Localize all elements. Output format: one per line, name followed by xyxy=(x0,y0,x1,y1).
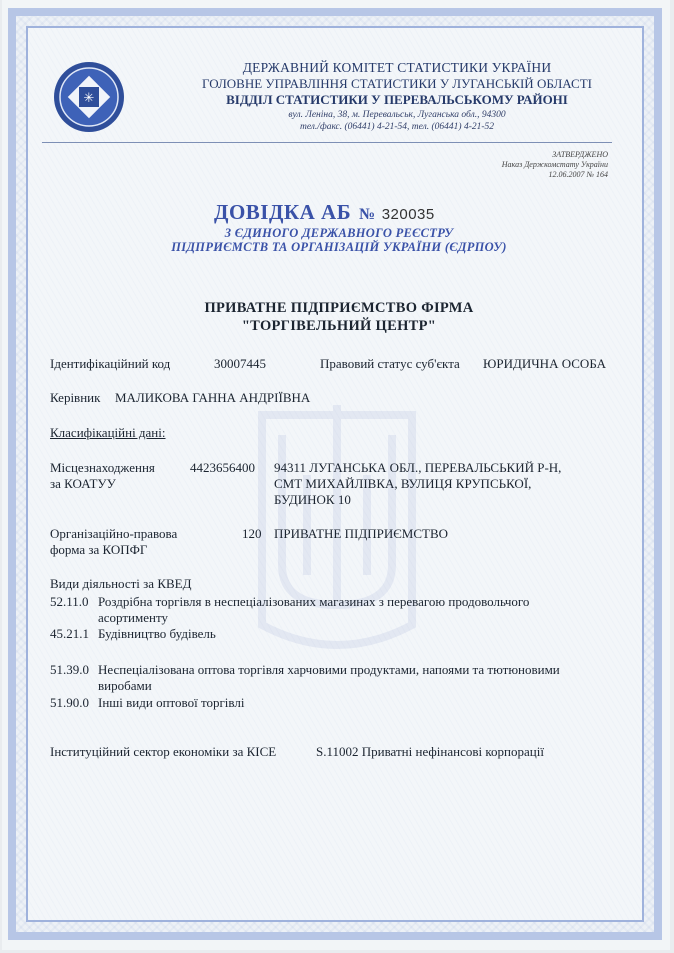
address-line-2: СМТ МИХАЙЛІВКА, ВУЛИЦЯ КРУПСЬКОЇ, xyxy=(274,476,532,491)
sector-value: S.11002 Приватні нефінансові корпорації xyxy=(316,744,544,759)
certificate-number: 320035 xyxy=(381,206,435,223)
legal-status-value: ЮРИДИЧНА ОСОБА xyxy=(483,356,606,371)
activity-text: Інші види оптової торгівлі xyxy=(98,695,245,710)
activity-text: Будівництво будівель xyxy=(98,626,216,641)
legal-form-label-2: форма за КОПФГ xyxy=(50,542,148,557)
certificate-title xyxy=(214,200,435,225)
department-phones: тел./факс. (06441) 4-21-54, тел. (06441) 4-21-52 xyxy=(299,122,495,132)
director-label: Керівник xyxy=(50,390,101,405)
approval-order: Наказ Держкомстату України xyxy=(501,160,608,169)
classification-heading: Класифікаційні дані: xyxy=(50,425,166,440)
id-code-value: 30007445 xyxy=(214,356,266,371)
title-text: ДОВІДКА АБ xyxy=(214,200,352,224)
activity-code: 52.11.0 xyxy=(50,594,89,609)
regional-department: ГОЛОВНЕ УПРАВЛІННЯ СТАТИСТИКИ У ЛУГАНСЬКІЙ ОБЛАСТІ xyxy=(202,76,592,91)
svg-text:✳: ✳ xyxy=(83,91,95,106)
legal-form-value: ПРИВАТНЕ ПІДПРИЄМСТВО xyxy=(274,526,449,541)
committee-name: ДЕРЖАВНИЙ КОМІТЕТ СТАТИСТИКИ УКРАЇНИ xyxy=(242,60,552,75)
id-code-label: Ідентифікаційний код xyxy=(50,356,171,371)
address-line-3: БУДИНОК 10 xyxy=(274,492,351,507)
department-address: вул. Леніна, 38, м. Перевальськ, Луганська обл., 94300 xyxy=(288,110,506,120)
number-sign: № xyxy=(359,206,376,223)
activity-text-continued: виробами xyxy=(98,678,152,693)
koatuu-code: 4423656400 xyxy=(190,460,255,475)
subtitle-line-1: З ЄДИНОГО ДЕРЖАВНОГО РЕЄСТРУ xyxy=(224,226,454,240)
document-sheet xyxy=(2,0,670,950)
legal-form-code: 120 xyxy=(242,526,262,541)
header-divider xyxy=(42,142,612,143)
activity-text: Роздрібна торгівля в неспеціалізованих магазинах з перевагою продовольчого xyxy=(98,594,530,609)
director-value: МАЛИКОВА ГАННА АНДРІЇВНА xyxy=(115,390,311,405)
statistics-emblem-icon xyxy=(52,60,126,134)
activity-text-continued: асортименту xyxy=(98,610,168,625)
activity-code: 51.90.0 xyxy=(50,695,89,710)
activity-code: 51.39.0 xyxy=(50,662,89,677)
location-label-2: за КОАТУУ xyxy=(50,476,116,491)
approval-label: ЗАТВЕРДЖЕНО xyxy=(552,150,608,159)
activities-heading: Види діяльності за КВЕД xyxy=(50,576,192,591)
address-line-1: 94311 ЛУГАНСЬКА ОБЛ., ПЕРЕВАЛЬСЬКИЙ Р-Н, xyxy=(274,460,562,475)
subtitle-line-2: ПІДПРИЄМСТВ ТА ОРГАНІЗАЦІЙ УКРАЇНИ (ЄДРПОУ) xyxy=(171,240,507,254)
activity-text: Неспеціалізована оптова торгівля харчовими продуктами, напоями та тютюновими xyxy=(98,662,560,677)
legal-status-label: Правовий статус суб'єкта xyxy=(320,356,460,371)
activity-code: 45.21.1 xyxy=(50,626,89,641)
legal-form-label-1: Організаційно-правова xyxy=(50,526,178,541)
enterprise-name-line-1: ПРИВАТНЕ ПІДПРИЄМСТВО ФІРМА xyxy=(204,300,474,316)
approval-date: 12.06.2007 № 164 xyxy=(548,170,608,179)
sector-label: Інституційний сектор економіки за КІСЕ xyxy=(50,744,277,759)
trident-watermark-icon xyxy=(252,395,422,655)
location-label-1: Місцезнаходження xyxy=(50,460,155,475)
district-department: ВІДДІЛ СТАТИСТИКИ У ПЕРЕВАЛЬСЬКОМУ РАЙОНІ xyxy=(226,92,568,107)
enterprise-name-line-2: "ТОРГІВЕЛЬНИЙ ЦЕНТР" xyxy=(241,318,437,334)
